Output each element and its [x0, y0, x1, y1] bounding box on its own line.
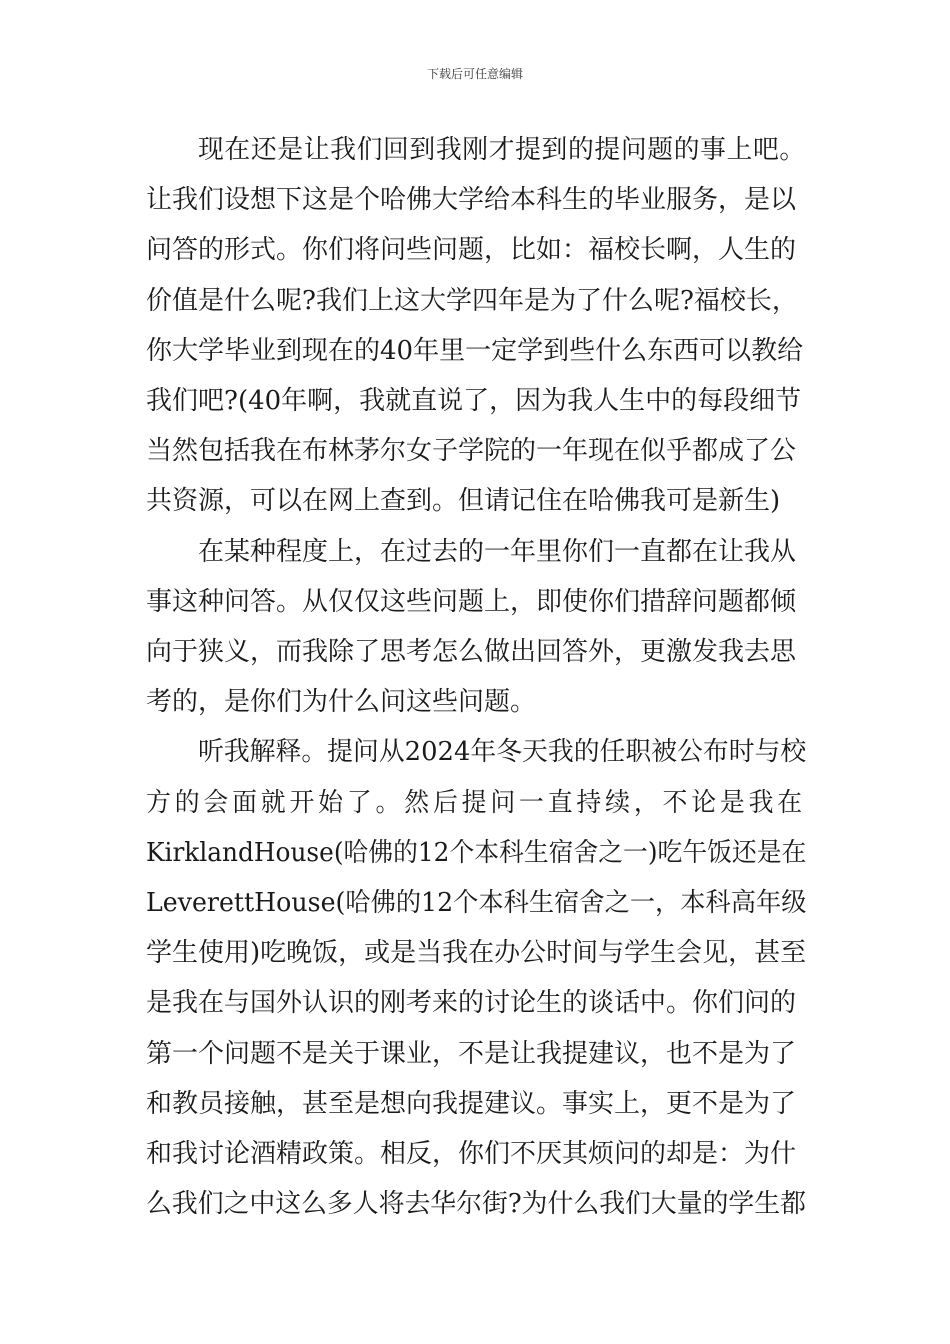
page-header: 下载后可任意编辑 — [426, 67, 523, 81]
paragraph-line: 你大学毕业到现在的40年里一定学到些什么东西可以教给 — [146, 336, 804, 366]
paragraph-first-line: 现在还是让我们回到我刚才提到的提问题的事上吧。 — [198, 135, 806, 165]
paragraph-line: 方的会面就开始了。然后提问一直持续，不论是我在 — [146, 788, 806, 818]
paragraph-line: 和教员接触，甚至是想向我提建议。事实上，更不是为了 — [146, 1089, 797, 1119]
paragraph-first-line: 在某种程度上，在过去的一年里你们一直都在让我从 — [198, 537, 797, 567]
paragraph-line: 和我讨论酒精政策。相反，你们不厌其烦问的却是：为什 — [146, 1139, 797, 1169]
paragraph-line: 第一个问题不是关于课业，不是让我提建议，也不是为了 — [146, 1039, 797, 1069]
paragraph-line: 共资源，可以在网上查到。但请记住在哈佛我可是新生) — [146, 486, 781, 516]
paragraph-line: 事这种问答。从仅仅这些问题上，即使你们措辞问题都倾 — [146, 587, 797, 617]
paragraph-line: 学生使用)吃晚饭，或是当我在办公时间与学生会见，甚至 — [146, 938, 807, 968]
paragraph-line: 么我们之中这么多人将去华尔街?为什么我们大量的学生都 — [146, 1189, 806, 1219]
paragraph-line: LeverettHouse(哈佛的12个本科生宿舍之一，本科高年级 — [146, 888, 807, 918]
paragraph-line: KirklandHouse(哈佛的12个本科生宿舍之一)吃午饭还是在 — [146, 838, 807, 868]
paragraph-line: 考的，是你们为什么问这些问题。 — [146, 687, 537, 717]
paragraph-line: 当然包括我在布林茅尔女子学院的一年现在似乎都成了公 — [146, 436, 797, 466]
paragraph-line: 让我们设想下这是个哈佛大学给本科生的毕业服务，是以 — [146, 185, 797, 215]
paragraph-line: 问答的形式。你们将问些问题，比如：福校长啊，人生的 — [146, 235, 797, 265]
paragraph-line: 是我在与国外认识的刚考来的讨论生的谈话中。你们问的 — [146, 988, 797, 1018]
paragraph-line: 向于狭义，而我除了思考怎么做出回答外，更激发我去思 — [146, 637, 797, 667]
paragraph-line: 价值是什么呢?我们上这大学四年是为了什么呢?福校长， — [146, 286, 798, 316]
paragraph-line: 我们吧?(40年啊，我就直说了，因为我人生中的每段细节 — [146, 386, 802, 416]
paragraph-first-line: 听我解释。提问从2024年冬天我的任职被公布时与校 — [198, 737, 807, 767]
